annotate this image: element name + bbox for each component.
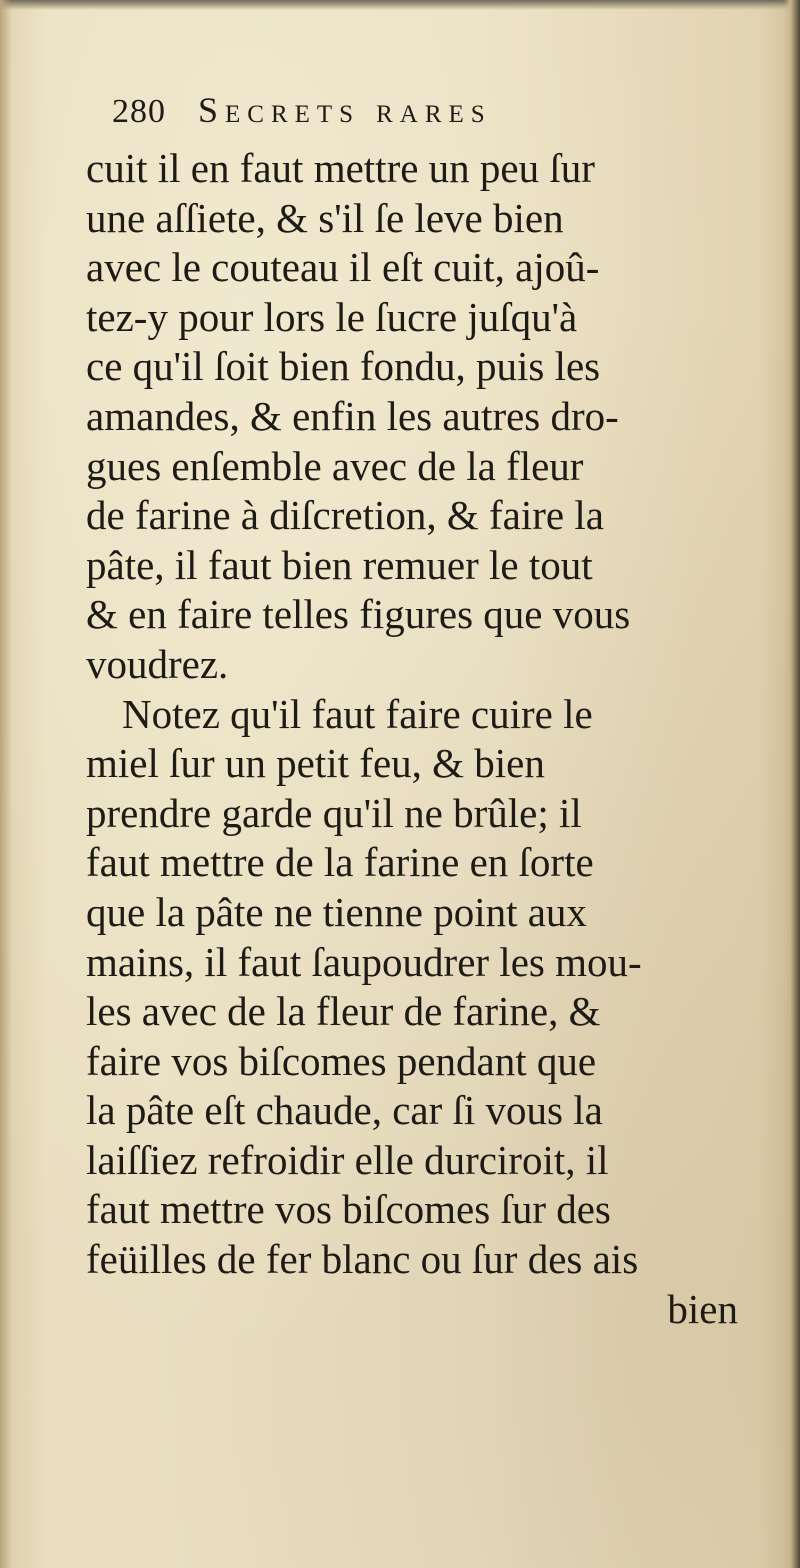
text-line: gues enſemble avec de la fleur <box>86 442 584 489</box>
text-line: mains, il faut ſaupoudrer les mou- <box>86 938 642 985</box>
text-line: amandes, & enfin les autres dro- <box>86 392 619 439</box>
page-number: 280 <box>112 93 166 130</box>
text-line: & en faire telles figures que vous <box>86 591 631 638</box>
paragraph-2 <box>86 690 746 1285</box>
text-line: la pâte eſt chaude, car ſi vous la <box>86 1087 603 1134</box>
text-line: faut mettre vos biſcomes ſur des <box>86 1186 611 1233</box>
left-page-edge <box>0 0 12 1568</box>
running-head <box>112 86 746 144</box>
paragraph-1 <box>86 144 746 690</box>
text-line: prendre garde qu'il ne brûle; il <box>86 789 582 836</box>
right-page-edge <box>784 0 800 1568</box>
text-line: pâte, il faut bien remuer le tout <box>86 541 593 588</box>
text-line: que la pâte ne tienne point aux <box>86 888 587 935</box>
text-line: une aſſiete, & s'il ſe leve bien <box>86 194 564 241</box>
text-line: voudrez. <box>86 640 229 687</box>
text-line: laiſſiez refroidir elle durciroit, il <box>86 1136 609 1183</box>
catchword: bien <box>667 1285 738 1332</box>
top-page-edge <box>0 0 800 10</box>
text-line: avec le couteau il eſt cuit, ajoû- <box>86 244 600 291</box>
text-line: cuit il en faut mettre un peu ſur <box>86 145 595 191</box>
running-head-title: Secrets rares <box>198 90 492 130</box>
text-line: les avec de la fleur de farine, & <box>86 988 601 1035</box>
text-line: Notez qu'il faut faire cuire le <box>122 690 593 737</box>
text-line: faut mettre de la farine en ſorte <box>86 839 594 886</box>
text-line: tez-y pour lors le ſucre juſqu'à <box>86 293 578 340</box>
text-line: faire vos biſcomes pendant que <box>86 1037 597 1084</box>
text-line: miel ſur un petit feu, & bien <box>86 740 545 787</box>
text-line: de farine à diſcretion, & faire la <box>86 492 604 539</box>
text-line: feüilles de fer blanc ou ſur des ais <box>86 1236 639 1283</box>
text-line: ce qu'il ſoit bien fondu, puis les <box>86 343 601 390</box>
text-block <box>86 86 746 1334</box>
